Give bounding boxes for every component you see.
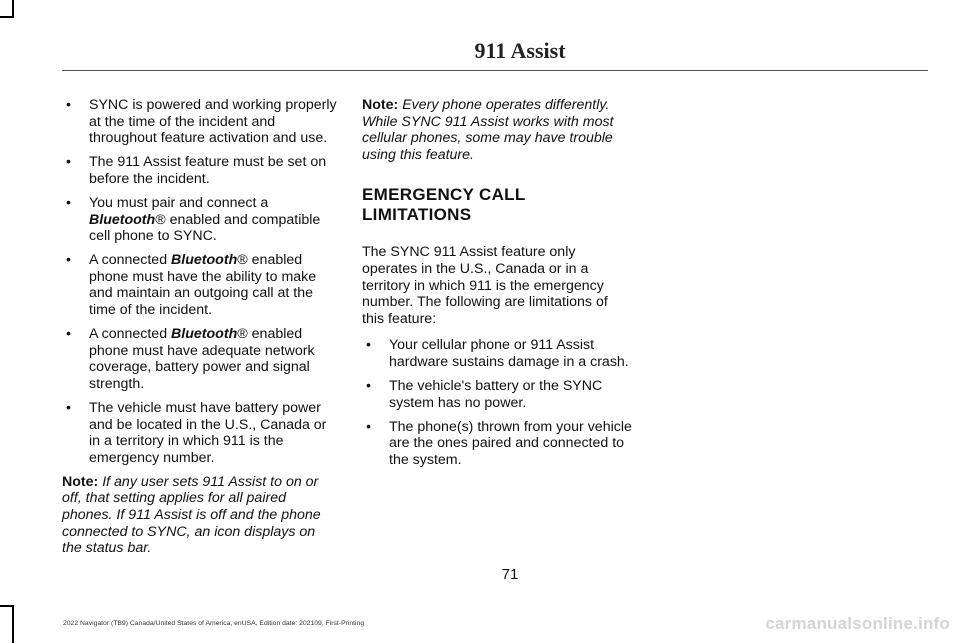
header-rule <box>62 70 928 71</box>
bullet-glyph: • <box>366 378 371 395</box>
list-item-text: Your cellular phone or 911 Assist hardware sustains damage in a crash. <box>389 337 629 370</box>
list-item-text-post: enabled and compatible cell phone to SYNC. <box>89 211 321 245</box>
brand-bluetooth: Bluetooth <box>171 252 238 269</box>
page-number: 71 <box>501 566 519 583</box>
brand-bluetooth: Bluetooth <box>171 326 238 343</box>
note-label: Note: <box>62 473 99 490</box>
note-text: Every phone operates differently. While SYNC 911 Assist works with most cellular phones, some may have trouble using this feature. <box>362 97 614 163</box>
list-item-text: The phone(s) thrown from your vehicle are the ones paired and connected to the system. <box>389 418 632 468</box>
bullet-glyph: • <box>66 400 71 416</box>
crop-mark-bottom-left-h <box>0 605 14 607</box>
list-item <box>362 378 632 411</box>
watermark-text: carmanualsonline.info <box>765 614 950 633</box>
list-item <box>62 326 338 392</box>
list-item <box>62 252 338 318</box>
list-item-text: The vehicle's battery or the SYNC system has no power. <box>389 378 603 411</box>
list-item-text-post: enabled phone must have adequate network coverage, battery power and signal strength. <box>89 326 315 392</box>
list-item-text-pre: A connected <box>89 326 172 343</box>
list-item-text: The vehicle must have battery power and be located in the U.S., Canada or in a territory in which 911 is the emergency number. <box>89 400 327 466</box>
section-heading: EMERGENCY CALL LIMITATIONS <box>362 185 526 225</box>
note-paragraph <box>362 97 632 163</box>
body-paragraph: The SYNC 911 Assist feature only operates in the U.S., Canada or in a territory in which 911 is the emergency number. The following are limitations of this feature: <box>362 244 608 327</box>
list-item-text-pre: You must pair and connect a <box>89 194 269 211</box>
list-item-text-pre: A connected <box>89 252 172 269</box>
crop-mark-bottom-left-v <box>12 605 14 643</box>
requirements-list <box>62 97 338 466</box>
footer-edition-text: 2022 Navigator (TB9) Canada/United States of America, enUSA, Edition date: 202109, First-Printing <box>63 620 365 627</box>
bullet-glyph: • <box>366 418 371 435</box>
list-item <box>362 419 632 469</box>
right-column <box>362 97 632 476</box>
limitations-list <box>362 337 632 468</box>
registered-mark: ® <box>155 211 166 228</box>
bullet-glyph: • <box>66 252 71 269</box>
list-item <box>362 337 632 370</box>
list-item <box>62 154 338 187</box>
crop-mark-top-left-h <box>0 16 14 18</box>
list-item <box>62 195 338 245</box>
bullet-glyph: • <box>366 337 371 354</box>
page-header-title: 911 Assist <box>474 38 566 63</box>
registered-mark: ® <box>237 326 248 343</box>
bullet-glyph: • <box>66 154 71 171</box>
brand-bluetooth: Bluetooth <box>89 211 156 228</box>
note-text: If any user sets 911 Assist to on or off, that setting applies for all paired phones. If 911 Assist is off and the phone connected to SYNC, an icon displays on the status bar. <box>62 473 321 557</box>
list-item <box>62 400 338 466</box>
bullet-glyph: • <box>66 194 71 211</box>
note-label: Note: <box>362 97 399 113</box>
list-item-text-post: enabled phone must have the ability to make and maintain an outgoing call at the time of the incident. <box>89 252 317 319</box>
bullet-glyph: • <box>66 97 71 113</box>
note-paragraph <box>62 474 338 557</box>
list-item-text: SYNC is powered and working properly at the time of the incident and throughout feature activation and use. <box>89 97 337 147</box>
list-item-text: The 911 Assist feature must be set on before the incident. <box>89 154 327 187</box>
left-column <box>62 97 338 557</box>
list-item <box>62 97 338 147</box>
registered-mark: ® <box>237 252 248 269</box>
bullet-glyph: • <box>66 326 71 343</box>
